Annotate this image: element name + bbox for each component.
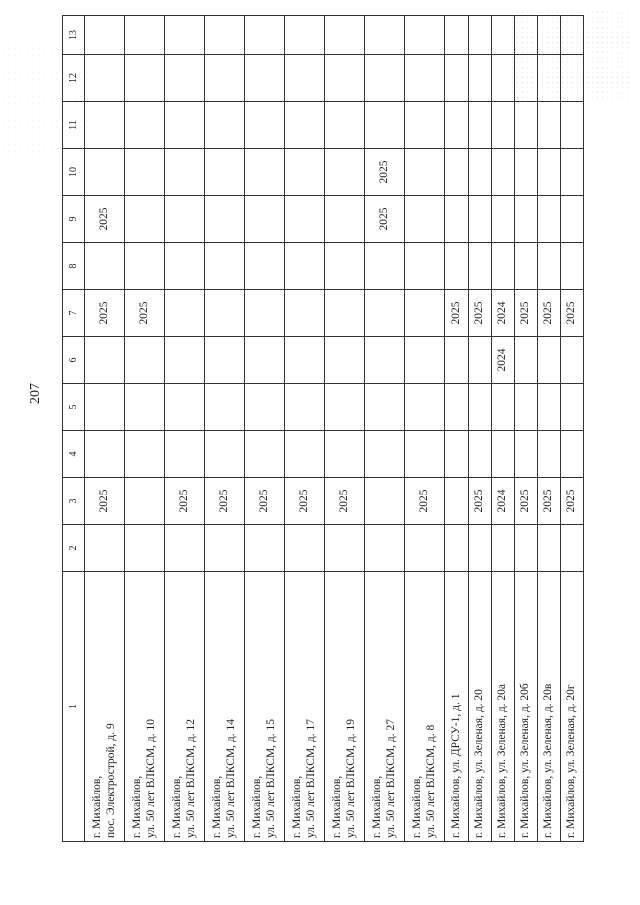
year-cell: [125, 149, 165, 196]
data-table: [62, 15, 584, 842]
year-cell: [560, 525, 583, 572]
table-row: [325, 16, 365, 842]
year-cell: [325, 431, 365, 478]
address-cell: г. Михайлов, ул. ДРСУ-1, д. 1: [445, 572, 468, 842]
year-cell: 2025: [85, 196, 125, 243]
year-cell: [560, 149, 583, 196]
year-cell: [245, 290, 285, 337]
year-cell: [245, 16, 285, 55]
year-cell: [285, 290, 325, 337]
year-cell: [468, 337, 491, 384]
table-row: [514, 16, 537, 842]
year-cell: 2025: [537, 478, 560, 525]
year-cell: [285, 16, 325, 55]
year-cell: [325, 149, 365, 196]
column-header: 6: [63, 337, 85, 384]
year-cell: [125, 196, 165, 243]
year-cell: 2025: [85, 478, 125, 525]
year-cell: 2025: [560, 290, 583, 337]
year-cell: [537, 243, 560, 290]
year-cell: [245, 196, 285, 243]
year-cell: [285, 55, 325, 102]
year-cell: [205, 149, 245, 196]
year-cell: [245, 55, 285, 102]
year-cell: 2025: [514, 290, 537, 337]
year-cell: [165, 290, 205, 337]
year-cell: [365, 337, 405, 384]
table-row: [445, 16, 468, 842]
table-row: [245, 16, 285, 842]
year-cell: [445, 431, 468, 478]
year-cell: [491, 149, 514, 196]
year-cell: [514, 431, 537, 478]
year-cell: [285, 337, 325, 384]
year-cell: [325, 337, 365, 384]
year-cell: 2025: [537, 290, 560, 337]
column-header: 9: [63, 196, 85, 243]
year-cell: [468, 525, 491, 572]
year-cell: [365, 525, 405, 572]
year-cell: [125, 55, 165, 102]
year-cell: [491, 16, 514, 55]
year-cell: [365, 290, 405, 337]
year-cell: [205, 431, 245, 478]
year-cell: [285, 196, 325, 243]
address-cell: г. Михайлов, ул. 50 лет ВЛКСМ, д. 14: [205, 572, 245, 842]
table-row: [405, 16, 445, 842]
year-cell: [85, 337, 125, 384]
year-cell: [125, 16, 165, 55]
year-cell: [445, 102, 468, 149]
year-cell: [125, 525, 165, 572]
column-header: 7: [63, 290, 85, 337]
address-cell: г. Михайлов, ул. 50 лет ВЛКСМ, д. 17: [285, 572, 325, 842]
year-cell: [491, 102, 514, 149]
year-cell: [560, 431, 583, 478]
year-cell: [445, 16, 468, 55]
year-cell: [537, 149, 560, 196]
year-cell: [445, 149, 468, 196]
year-cell: [560, 55, 583, 102]
year-cell: [405, 290, 445, 337]
column-header: 11: [63, 102, 85, 149]
year-cell: [285, 525, 325, 572]
address-cell: г. Михайлов, ул. Зеленая, д. 20: [468, 572, 491, 842]
year-cell: [165, 431, 205, 478]
year-cell: [165, 149, 205, 196]
year-cell: [245, 431, 285, 478]
table-row: [365, 16, 405, 842]
year-cell: [468, 384, 491, 431]
year-cell: 2025: [365, 149, 405, 196]
year-cell: [325, 102, 365, 149]
year-cell: [325, 196, 365, 243]
year-cell: [537, 431, 560, 478]
address-cell: г. Михайлов, ул. 50 лет ВЛКСМ, д. 19: [325, 572, 365, 842]
year-cell: [537, 384, 560, 431]
year-cell: [205, 196, 245, 243]
year-cell: [325, 55, 365, 102]
year-cell: [205, 102, 245, 149]
year-cell: 2025: [468, 478, 491, 525]
table-row: [468, 16, 491, 842]
table-row: [491, 16, 514, 842]
year-cell: [285, 384, 325, 431]
year-cell: [285, 149, 325, 196]
address-cell: г. Михайлов, ул. Зеленая, д. 20в: [537, 572, 560, 842]
year-cell: [325, 525, 365, 572]
column-header: 12: [63, 55, 85, 102]
year-cell: [405, 243, 445, 290]
year-cell: [491, 431, 514, 478]
rotated-table-wrapper: [62, 30, 584, 842]
year-cell: [405, 149, 445, 196]
table-row: [165, 16, 205, 842]
year-cell: [365, 243, 405, 290]
year-cell: [365, 431, 405, 478]
year-cell: [85, 149, 125, 196]
year-cell: [514, 102, 537, 149]
year-cell: [85, 384, 125, 431]
table-row: [205, 16, 245, 842]
column-header: 1: [63, 572, 85, 842]
year-cell: [325, 384, 365, 431]
year-cell: [514, 16, 537, 55]
year-cell: [165, 525, 205, 572]
address-cell: г. Михайлов, ул. Зеленая, д. 20г: [560, 572, 583, 842]
year-cell: [514, 196, 537, 243]
address-cell: г. Михайлов, ул. 50 лет ВЛКСМ, д. 8: [405, 572, 445, 842]
year-cell: [445, 337, 468, 384]
year-cell: [537, 196, 560, 243]
year-cell: [468, 196, 491, 243]
year-cell: [560, 243, 583, 290]
year-cell: [165, 384, 205, 431]
year-cell: [445, 525, 468, 572]
column-header: 8: [63, 243, 85, 290]
year-cell: [365, 55, 405, 102]
year-cell: [205, 337, 245, 384]
year-cell: [245, 384, 285, 431]
year-cell: [165, 55, 205, 102]
year-cell: 2025: [445, 290, 468, 337]
year-cell: [537, 525, 560, 572]
year-cell: [125, 478, 165, 525]
table-body: [85, 16, 584, 842]
year-cell: [125, 337, 165, 384]
year-cell: [491, 196, 514, 243]
year-cell: [165, 196, 205, 243]
year-cell: [245, 525, 285, 572]
column-header: 3: [63, 478, 85, 525]
address-cell: г. Михайлов, ул. Зеленая, д. 20а: [491, 572, 514, 842]
address-cell: г. Михайлов, ул. Зеленая, д. 20б: [514, 572, 537, 842]
year-cell: [514, 243, 537, 290]
year-cell: [468, 149, 491, 196]
year-cell: [325, 290, 365, 337]
year-cell: [468, 431, 491, 478]
year-cell: 2025: [560, 478, 583, 525]
header-row: [63, 16, 85, 842]
year-cell: [491, 55, 514, 102]
year-cell: [165, 102, 205, 149]
year-cell: [325, 243, 365, 290]
page-number: 207: [28, 383, 43, 404]
table-row: [537, 16, 560, 842]
year-cell: 2025: [125, 290, 165, 337]
year-cell: [205, 384, 245, 431]
table-row: [85, 16, 125, 842]
year-cell: [205, 525, 245, 572]
year-cell: [285, 431, 325, 478]
year-cell: [468, 243, 491, 290]
year-cell: [491, 243, 514, 290]
year-cell: [245, 243, 285, 290]
year-cell: 2025: [165, 478, 205, 525]
year-cell: [560, 337, 583, 384]
year-cell: [205, 290, 245, 337]
address-cell: г. Михайлов, ул. 50 лет ВЛКСМ, д. 15: [245, 572, 285, 842]
year-cell: [560, 16, 583, 55]
year-cell: [514, 55, 537, 102]
year-cell: [468, 16, 491, 55]
year-cell: [468, 55, 491, 102]
year-cell: [405, 384, 445, 431]
table-row: [125, 16, 165, 842]
column-header: 2: [63, 525, 85, 572]
year-cell: [85, 55, 125, 102]
year-cell: [85, 102, 125, 149]
year-cell: [445, 384, 468, 431]
year-cell: [405, 16, 445, 55]
year-cell: [165, 243, 205, 290]
year-cell: [165, 337, 205, 384]
year-cell: [537, 16, 560, 55]
table-row: [285, 16, 325, 842]
year-cell: 2025: [365, 196, 405, 243]
year-cell: [85, 243, 125, 290]
address-cell: г. Михайлов, ул. 50 лет ВЛКСМ, д. 27: [365, 572, 405, 842]
year-cell: 2025: [405, 478, 445, 525]
year-cell: 2024: [491, 478, 514, 525]
year-cell: [125, 243, 165, 290]
year-cell: 2024: [491, 290, 514, 337]
year-cell: [285, 102, 325, 149]
year-cell: [405, 196, 445, 243]
year-cell: [365, 384, 405, 431]
year-cell: [537, 337, 560, 384]
year-cell: [445, 55, 468, 102]
year-cell: [205, 243, 245, 290]
year-cell: [560, 384, 583, 431]
year-cell: [245, 102, 285, 149]
year-cell: [514, 525, 537, 572]
year-cell: [125, 431, 165, 478]
year-cell: 2025: [205, 478, 245, 525]
year-cell: [85, 525, 125, 572]
year-cell: [365, 478, 405, 525]
year-cell: [205, 55, 245, 102]
year-cell: [85, 431, 125, 478]
year-cell: 2025: [245, 478, 285, 525]
year-cell: [445, 196, 468, 243]
year-cell: [514, 337, 537, 384]
year-cell: 2025: [325, 478, 365, 525]
year-cell: [491, 525, 514, 572]
year-cell: [285, 243, 325, 290]
year-cell: [537, 102, 560, 149]
year-cell: [125, 102, 165, 149]
column-header: 13: [63, 16, 85, 55]
year-cell: 2025: [285, 478, 325, 525]
year-cell: 2025: [468, 290, 491, 337]
year-cell: [245, 149, 285, 196]
year-cell: 2025: [514, 478, 537, 525]
year-cell: [445, 478, 468, 525]
year-cell: 2025: [85, 290, 125, 337]
year-cell: [514, 384, 537, 431]
year-cell: [365, 102, 405, 149]
address-cell: г. Михайлов, ул. 50 лет ВЛКСМ, д. 10: [125, 572, 165, 842]
year-cell: [205, 16, 245, 55]
column-header: 5: [63, 384, 85, 431]
year-cell: [325, 16, 365, 55]
year-cell: [405, 431, 445, 478]
year-cell: [405, 102, 445, 149]
year-cell: [491, 384, 514, 431]
year-cell: [125, 384, 165, 431]
year-cell: [405, 55, 445, 102]
year-cell: [165, 16, 205, 55]
year-cell: [405, 525, 445, 572]
address-cell: г. Михайлов, пос. Электрострой, д. 9: [85, 572, 125, 842]
year-cell: [245, 337, 285, 384]
column-header: 10: [63, 149, 85, 196]
year-cell: 2024: [491, 337, 514, 384]
year-cell: [445, 243, 468, 290]
year-cell: [405, 337, 445, 384]
year-cell: [85, 16, 125, 55]
year-cell: [514, 149, 537, 196]
column-header: 4: [63, 431, 85, 478]
year-cell: [560, 196, 583, 243]
year-cell: [468, 102, 491, 149]
address-cell: г. Михайлов, ул. 50 лет ВЛКСМ, д. 12: [165, 572, 205, 842]
year-cell: [537, 55, 560, 102]
year-cell: [365, 16, 405, 55]
year-cell: [560, 102, 583, 149]
table-row: [560, 16, 583, 842]
